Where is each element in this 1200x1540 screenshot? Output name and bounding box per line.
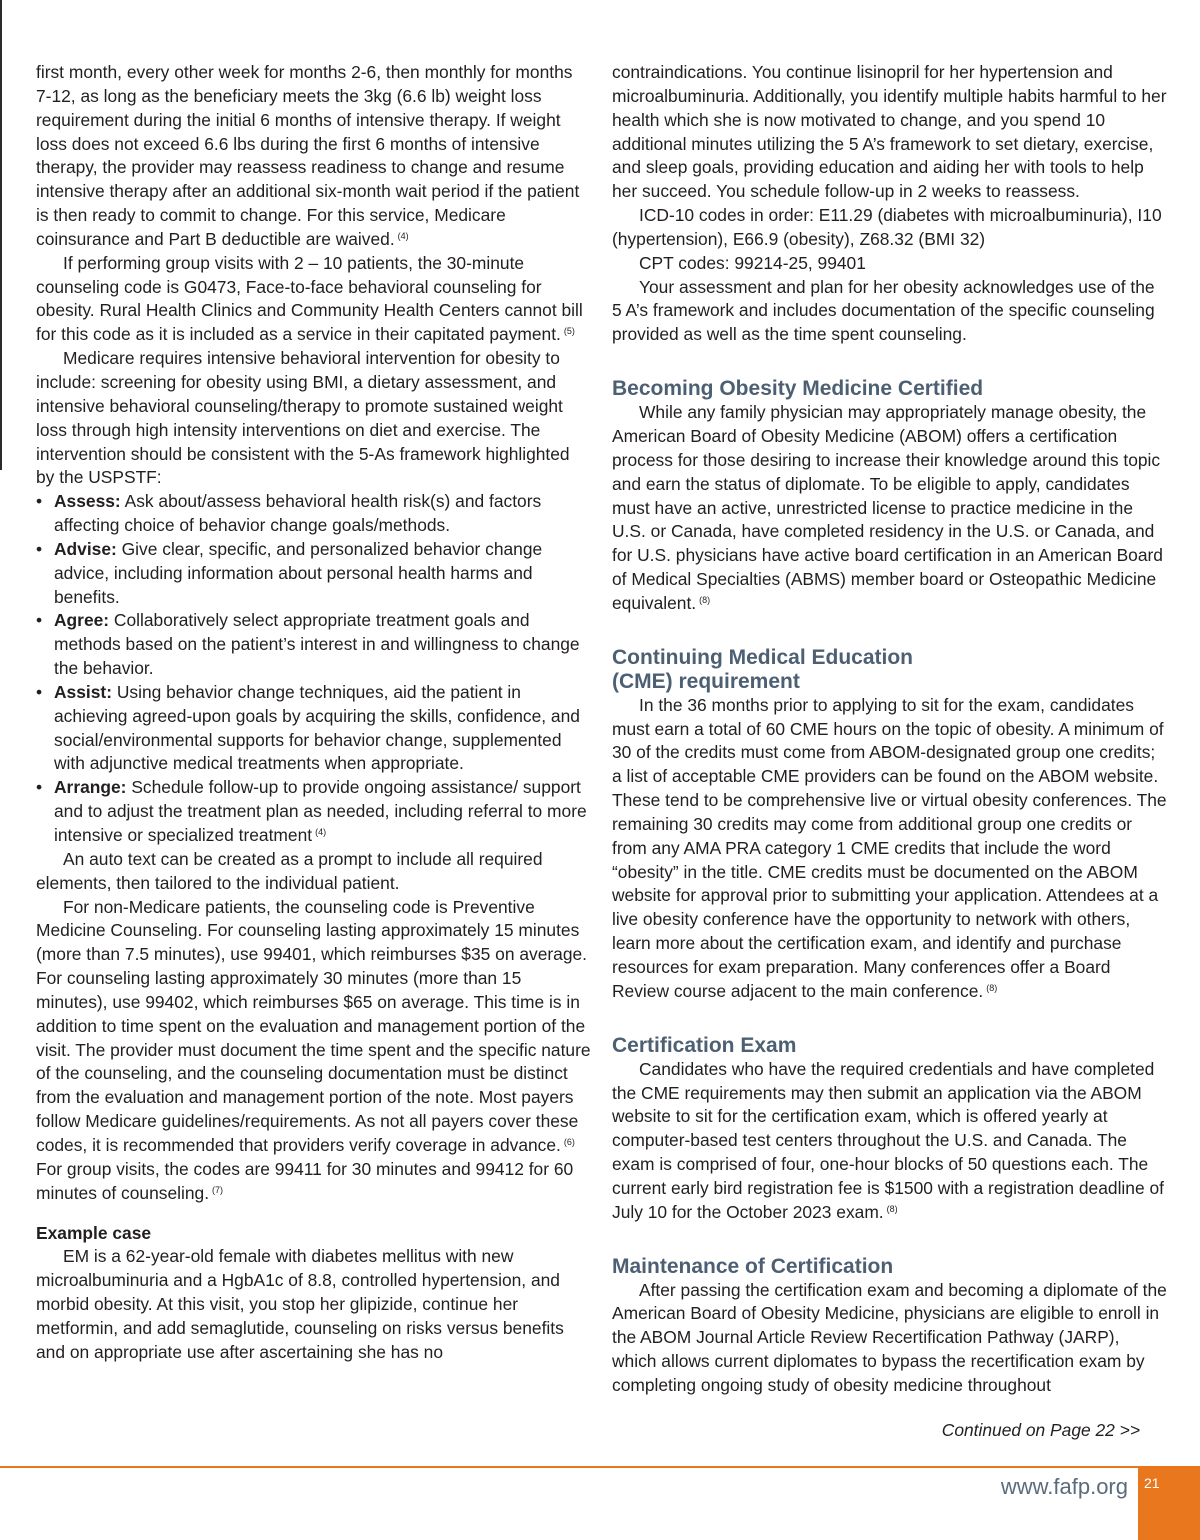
reference-marker: (6)	[563, 1136, 575, 1147]
section-heading-line: Continuing Medical Education	[612, 645, 913, 669]
list-item	[36, 681, 592, 776]
reference-marker: (8)	[986, 982, 998, 993]
section-heading: Becoming Obesity Medicine Certified	[612, 377, 984, 401]
reference-marker: (4)	[397, 230, 409, 241]
reference-marker: (5)	[563, 326, 575, 337]
list-item-term: Advise:	[54, 538, 117, 559]
paragraph	[36, 252, 592, 347]
paragraph-text: first month, every other week for months 2-6, then monthly for months 7-12, as long as the beneficiary meets the 3kg (6.6 lb) weight loss requirement during the initial 6 months of intensive therapy. If weight loss does not exceed 6.6 lbs during the first 6 months of intensive therapy, the provider may reassess readiness to change and resume intensive therapy after an additional six-month wait period if the patient is then ready to commit to change. For this service, Medicare coinsurance and Part B deductible are waived.	[36, 62, 580, 249]
paragraph	[612, 401, 1168, 616]
paragraph: Your assessment and plan for her obesity acknowledges use of the 5 A’s framework and includes documentation of the specific counseling provided as well as the time spent counseling.	[612, 276, 1155, 345]
list-item	[36, 776, 592, 848]
section-heading: Certification Exam	[612, 1033, 797, 1057]
list-item	[36, 538, 592, 610]
reference-marker: (7)	[212, 1184, 224, 1195]
paragraph: contraindications. You continue lisinopril for her hypertension and microalbuminuria. Additionally, you identify multiple habits harmful to her health which she is now motivated to change, and you spend 10 additional minutes utilizing the 5 A’s framework to set dietary, exercise, and sleep goals, providing education and aiding her with tools to help her succeed. You schedule follow-up in 2 weeks to reassess.	[612, 62, 1167, 202]
section-cme-requirement	[612, 646, 1168, 1004]
section-heading: Maintenance of Certification	[612, 1254, 894, 1278]
list-item-text: Using behavior change techniques, aid the patient in achieving agreed-upon goals by acquiring the skills, confidence, and social/environmental supports for behavior change, supplemented with adjunctive medical treatments when appropriate.	[54, 681, 580, 774]
list-item	[36, 490, 592, 538]
footer-url[interactable]: www.fafp.org	[1000, 1474, 1128, 1499]
five-as-list	[36, 490, 592, 848]
left-edge-rule	[0, 0, 2, 470]
paragraph: ICD-10 codes in order: E11.29 (diabetes with microalbuminuria), I10 (hypertension), E66.9 (obesity), Z68.32 (BMI 32)	[612, 205, 1162, 249]
right-column	[612, 61, 1168, 1398]
reference-marker: (8)	[699, 594, 711, 605]
paragraph-text: If performing group visits with 2 – 10 patients, the 30-minute counseling code is G0473, Face-to-face behavioral counseling for obesity. Rural Health Clinics and Community Health Centers cannot bill for this code as it is included as a service in their capitated payment.	[36, 252, 583, 345]
paragraph: An auto text can be created as a prompt to include all required elements, then tailored to the individual patient.	[36, 848, 543, 893]
paragraph	[36, 61, 592, 252]
example-case-heading: Example case	[36, 1222, 152, 1243]
page-number-box	[1138, 1466, 1200, 1540]
reference-marker: (4)	[315, 827, 327, 837]
paragraph	[612, 1058, 1168, 1225]
paragraph-text: While any family physician may appropriately manage obesity, the American Board of Obesity Medicine (ABOM) offers a certification process for those desiring to increase their knowledge around this topic and earn the status of diplomate. To be eligible to apply, candidates must have an active, unrestricted license to practice medicine in the U.S. or Canada, have completed residency in the U.S. or Canada, and for U.S. physicians have active board certification in an American Board of Medical Specialties (ABMS) member board or Osteopathic Medicine equivalent.	[612, 402, 1163, 613]
section-obesity-certified	[612, 377, 1168, 616]
section-heading-line: (CME) requirement	[612, 669, 800, 693]
paragraph-text: Candidates who have the required credentials and have completed the CME requirements may then submit an application via the ABOM website to sit for the certification exam, which is offered yearly at computer-based test centers throughout the U.S. and Canada. The exam is comprised of four, one-hour blocks of 50 questions each. The current early bird registration fee is $1500 with a registration deadline of July 10 for the October 2023 exam.	[612, 1058, 1164, 1222]
paragraph	[612, 694, 1168, 1004]
paragraph: CPT codes: 99214-25, 99401	[639, 252, 866, 273]
list-item-term: Assess:	[54, 491, 121, 512]
paragraph: After passing the certification exam and becoming a diplomate of the American Board of Obesity Medicine, physicians are eligible to enroll in the ABOM Journal Article Review Recertification Pathway (JARP), which allows current diplomates to bypass the recertification exam by completing ongoing study of obesity medicine throughout	[612, 1279, 1167, 1395]
list-item-text: Ask about/assess behavioral health risk(s) and factors affecting choice of behavior change goals/methods.	[54, 491, 542, 536]
list-item-term: Agree:	[54, 610, 110, 631]
paragraph-text: For group visits, the codes are 99411 for 30 minutes and 99412 for 60 minutes of counseling.	[36, 1158, 574, 1203]
paragraph: Medicare requires intensive behavioral intervention for obesity to include: screening for obesity using BMI, a dietary assessment, and intensive behavioral counseling/therapy to promote sustained weight loss through high intensity interventions on diet and exercise. The intervention should be consistent with the 5-As framework highlighted by the USPSTF:	[36, 348, 570, 488]
list-item-term: Assist:	[54, 681, 112, 702]
list-item	[36, 609, 592, 681]
paragraph-text: In the 36 months prior to applying to sit for the exam, candidates must earn a total of 60 CME hours on the topic of obesity. A minimum of 30 of the credits must come from ABOM-designated group one credits; a list of acceptable CME providers can be found on the ABOM website. These tend to be comprehensive live or virtual obesity conferences. The remaining 30 credits may come from additional group one credits or from any AMA PRA category 1 CME credits that include the word “obesity” in the title. CME credits must be documented on the ABOM website for approval prior to submitting your application. Attendees at a live obesity conference have the opportunity to network with others, learn more about the certification exam, and identify and purchase resources for exam preparation. Many conferences offer a Board Review course adjacent to the main conference.	[612, 694, 1167, 1001]
list-item-term: Arrange:	[54, 777, 127, 798]
continued-link[interactable]: Continued on Page 22 >>	[941, 1420, 1140, 1440]
paragraph-text: For non-Medicare patients, the counseling code is Preventive Medicine Counseling. For counseling lasting approximately 15 minutes (more than 7.5 minutes), use 99401, which reimburses $35 on average. For counseling lasting approximately 30 minutes (more than 15 minutes), use 99402, which reimburses $65 on average. This time is in addition to time spent on the evaluation and management portion of the visit. The provider must document the time spent and the specific nature of the counseling, and the counseling documentation must be distinct from the evaluation and management portion of the note. Most payers follow Medicare guidelines/requirements. As not all payers cover these codes, it is recommended that providers verify coverage in advance.	[36, 896, 591, 1155]
section-maintenance	[612, 1255, 1168, 1398]
paragraph	[36, 896, 592, 1206]
footer-rule	[0, 1466, 1138, 1468]
list-item-text: Schedule follow-up to provide ongoing assistance/ support and to adjust the treatment plan as needed, including referral to more intensive or specialized treatment	[54, 777, 587, 845]
left-column	[36, 61, 592, 1365]
paragraph: EM is a 62-year-old female with diabetes mellitus with new microalbuminuria and a HgbA1c of 8.8, controlled hypertension, and morbid obesity. At this visit, you stop her glipizide, continue her metformin, and add semaglutide, counseling on risks versus benefits and on appropriate use after ascertaining she has no	[36, 1246, 564, 1362]
section-heading	[612, 646, 1168, 694]
list-item-text: Give clear, specific, and personalized behavior change advice, including information about personal health harms and benefits.	[54, 538, 543, 607]
list-item-text: Collaboratively select appropriate treatment goals and methods based on the patient’s interest in and willingness to change the behavior.	[54, 610, 580, 679]
page-number: 21	[1144, 1475, 1160, 1491]
section-certification-exam	[612, 1034, 1168, 1225]
reference-marker: (8)	[886, 1203, 898, 1214]
